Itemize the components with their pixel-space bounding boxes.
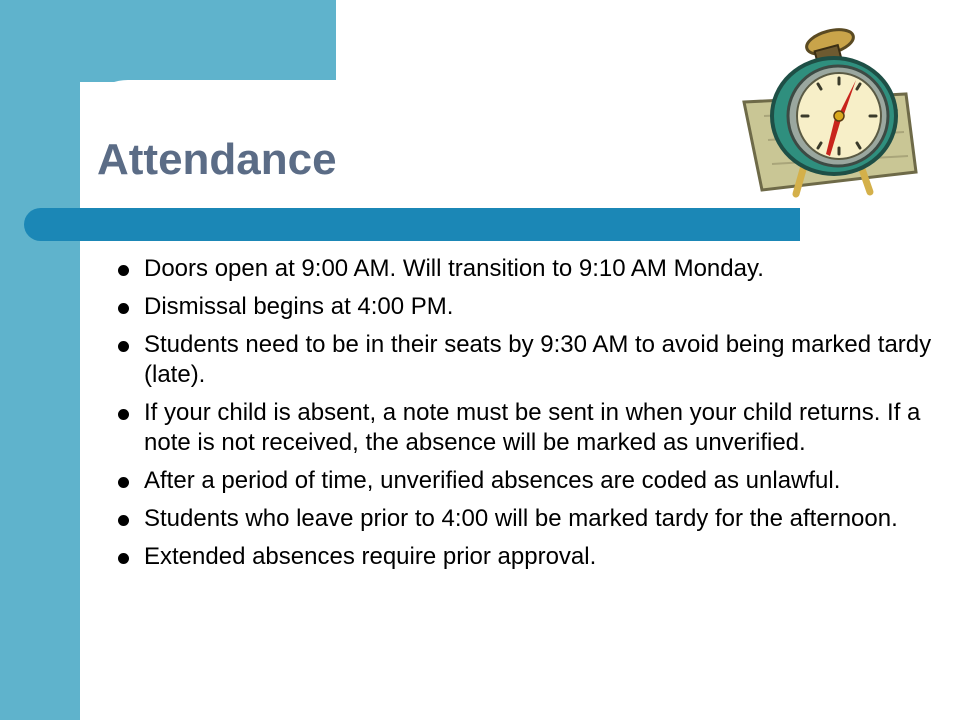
bullet-dot-icon: [118, 303, 129, 314]
bullet-item: [118, 398, 938, 458]
alarm-clock-icon: [738, 22, 924, 204]
bullet-text: After a period of time, unverified absences are coded as unlawful.: [144, 467, 841, 494]
bullet-text: Students who leave prior to 4:00 will be marked tardy for the afternoon.: [144, 505, 898, 532]
bullet-dot-icon: [118, 341, 129, 352]
bullet-item: [118, 542, 938, 572]
title-underline-bar: [24, 208, 800, 241]
bullet-list: [118, 254, 938, 580]
bullet-text: Students need to be in their seats by 9:30 AM to avoid being marked tardy (late).: [144, 331, 932, 388]
top-accent-band: [0, 0, 336, 82]
bullet-dot-icon: [118, 409, 129, 420]
bullet-item: [118, 330, 938, 390]
bullet-dot-icon: [118, 265, 129, 276]
bullet-dot-icon: [118, 477, 129, 488]
bullet-item: [118, 466, 938, 496]
bullet-dot-icon: [118, 515, 129, 526]
bullet-text: Extended absences require prior approval.: [144, 543, 597, 570]
bullet-item: [118, 254, 938, 284]
bullet-item: [118, 292, 938, 322]
slide-title: Attendance: [97, 135, 337, 184]
left-accent-band: [0, 0, 80, 720]
bullet-item: [118, 504, 938, 534]
bullet-text: If your child is absent, a note must be sent in when your child returns. If a note is not received, the absence will be marked as unverified.: [144, 399, 921, 456]
bullet-dot-icon: [118, 553, 129, 564]
bullet-text: Doors open at 9:00 AM. Will transition to 9:10 AM Monday.: [144, 255, 764, 282]
bullet-text: Dismissal begins at 4:00 PM.: [144, 293, 454, 320]
